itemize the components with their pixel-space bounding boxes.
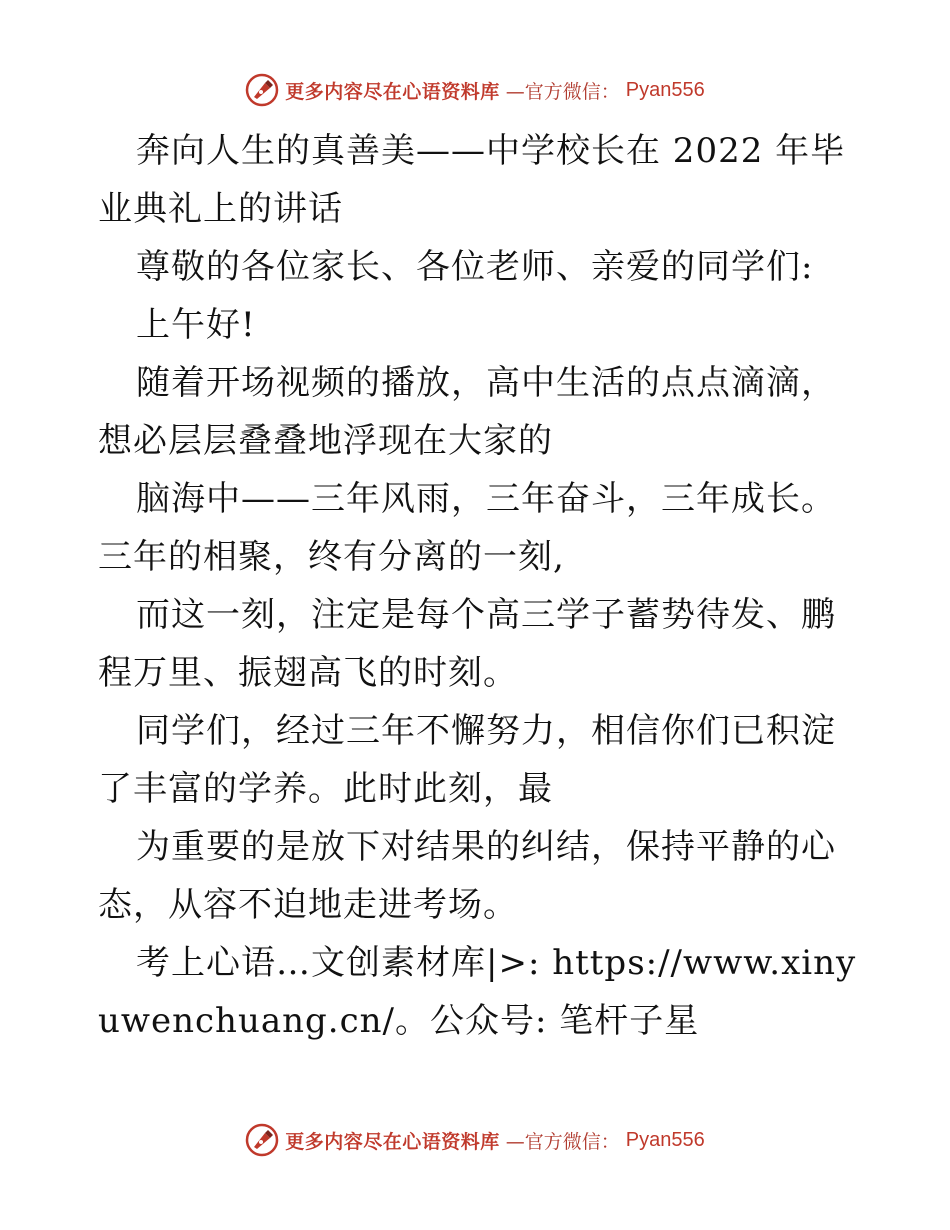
paragraph-source-link: 考上心语…文创素材库|>: https://www.xinyuwenchuang.cn/。公众号: 笔杆子星 — [98, 943, 857, 1041]
paragraph: 脑海中——三年风雨，三年奋斗，三年成长。三年的相聚，终有分离的一刻, — [98, 479, 836, 577]
paragraph-greeting: 上午好! — [136, 305, 256, 345]
banner-dash-text: —官方微信： — [505, 80, 620, 103]
document-body — [98, 122, 858, 1050]
paragraph: 为重要的是放下对结果的纠结，保持平静的心态，从容不迫地走进考场。 — [98, 827, 836, 925]
pen-nib-logo-icon — [245, 73, 279, 107]
banner-main-text: 更多内容尽在心语资料库 — [285, 1130, 500, 1153]
banner-dash-text: —官方微信： — [505, 1130, 620, 1153]
paragraph: 而这一刻，注定是每个高三学子蓄势待发、鹏程万里、振翅高飞的时刻。 — [98, 595, 836, 693]
banner-main-text: 更多内容尽在心语资料库 — [285, 80, 500, 103]
banner-wechat-id: Pyan556 — [625, 78, 705, 101]
header-banner — [0, 70, 950, 110]
footer-banner — [0, 1120, 950, 1160]
paragraph: 随着开场视频的播放，高中生活的点点滴滴，想必层层叠叠地浮现在大家的 — [98, 363, 836, 461]
paragraph: 同学们，经过三年不懈努力，相信你们已积淀了丰富的学养。此时此刻，最 — [98, 711, 836, 809]
banner-wechat-id: Pyan556 — [625, 1128, 705, 1151]
paragraph-greeting-audience: 尊敬的各位家长、各位老师、亲爱的同学们: — [136, 247, 814, 287]
pen-nib-logo-icon — [245, 1123, 279, 1157]
document-title: 奔向人生的真善美——中学校长在 2022 年毕业典礼上的讲话 — [98, 131, 846, 229]
